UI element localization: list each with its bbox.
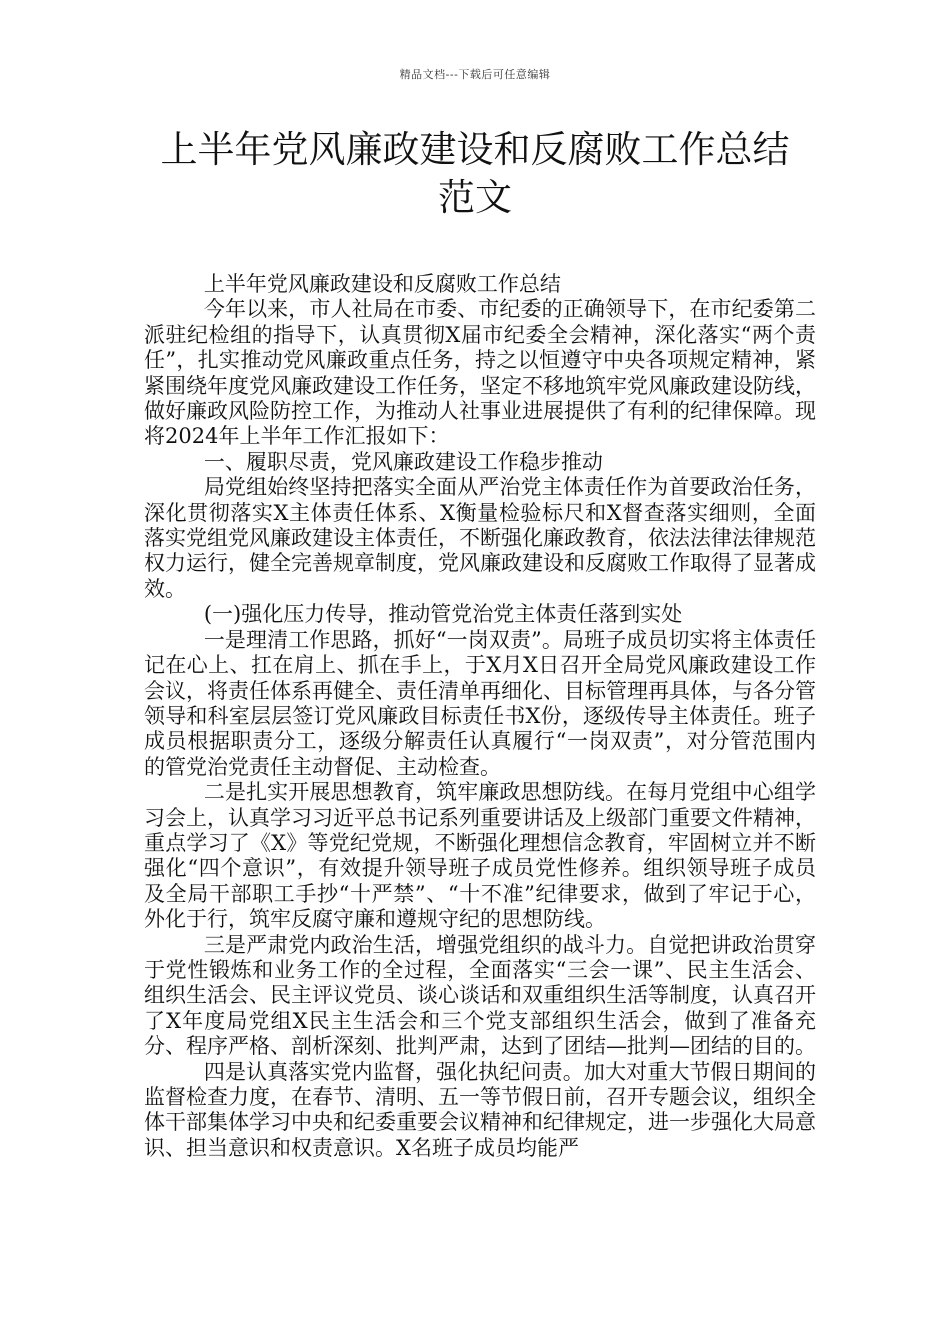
intro-paragraph: 今年以来，市人社局在市委、市纪委的正确领导下，在市纪委第二派驻纪检组的指导下，认真贯彻X届市纪委全会精神，深化落实“两个责任”，扎实推动党风廉政重点任务，持之以恒遵守中央各项规定精神，紧紧围绕年度党风廉政建设工作任务，坚定不移地筑牢党风廉政建设防线，做好廉政风险防控工作，为推动人社事业进展提供了有利的纪律保障。现将2024年上半年工作汇报如下： <box>144 297 816 449</box>
subtitle-paragraph: 上半年党风廉政建设和反腐败工作总结 <box>203 272 561 296</box>
body-paragraph: 局党组始终坚持把落实全面从严治党主体责任作为首要政治任务，深化贯彻落实X主体责任体系、X衡量检验标尺和X督查落实细则，全面落实党组党风廉政建设主体责任，不断强化廉政教育，依法法律法律规范权力运行，健全完善规章制度，党风廉政建设和反腐败工作取得了显著成效。 <box>144 475 816 601</box>
header-note: 精品文档---下载后可任意编辑 <box>399 68 551 81</box>
body-paragraph: 四是认真落实党内监督，强化执纪问责。加大对重大节假日期间的监督检查力度，在春节、清明、五一等节假日前，召开专题会议，组织全体干部集体学习中央和纪委重要会议精神和纪律规定，进一步强化大局意识、担当意识和权责意识。X名班子成员均能严 <box>144 1059 816 1160</box>
document-body <box>144 272 816 1161</box>
body-paragraph: 三是严肃党内政治生活，增强党组织的战斗力。自觉把讲政治贯穿于党性锻炼和业务工作的全过程，全面落实“三会一课”、民主生活会、组织生活会、民主评议党员、谈心谈话和双重组织生活等制度，认真召开了X年度局党组X民主生活会和三个党支部组织生活会，做到了准备充分、程序严格、剖析深刻、批判严肃，达到了团结—批判—团结的目的。 <box>144 932 816 1059</box>
body-paragraph: 二是扎实开展思想教育，筑牢廉政思想防线。在每月党组中心组学习会上，认真学习习近平总书记系列重要讲话及上级部门重要文件精神，重点学习了《X》等党纪党规，不断强化理想信念教育，牢固树立并不断强化“四个意识”，有效提升领导班子成员党性修养。组织领导班子成员及全局干部职工手抄“十严禁”、“十不准”纪律要求，做到了牢记于心，外化于行，筑牢反腐守廉和遵规守纪的思想防线。 <box>144 780 816 932</box>
section-heading: 一、履职尽责，党风廉政建设工作稳步推动 <box>203 449 603 474</box>
body-paragraph: 一是理清工作思路，抓好“一岗双责”。局班子成员切实将主体责任记在心上、扛在肩上、抓在手上，于X月X日召开全局党风廉政建设工作会议，将责任体系再健全、责任清单再细化、目标管理再具体，与各分管领导和科室层层签订党风廉政目标责任书X份，逐级传导主体责任。班子成员根据职责分工，逐级分解责任认真履行“一岗双责”，对分管范围内的管党治党责任主动督促、主动检查。 <box>144 627 816 779</box>
subsection-heading: (一)强化压力传导，推动管党治党主体责任落到实处 <box>203 602 683 627</box>
document-title: 上半年党风廉政建设和反腐败工作总结范文 <box>160 128 790 219</box>
